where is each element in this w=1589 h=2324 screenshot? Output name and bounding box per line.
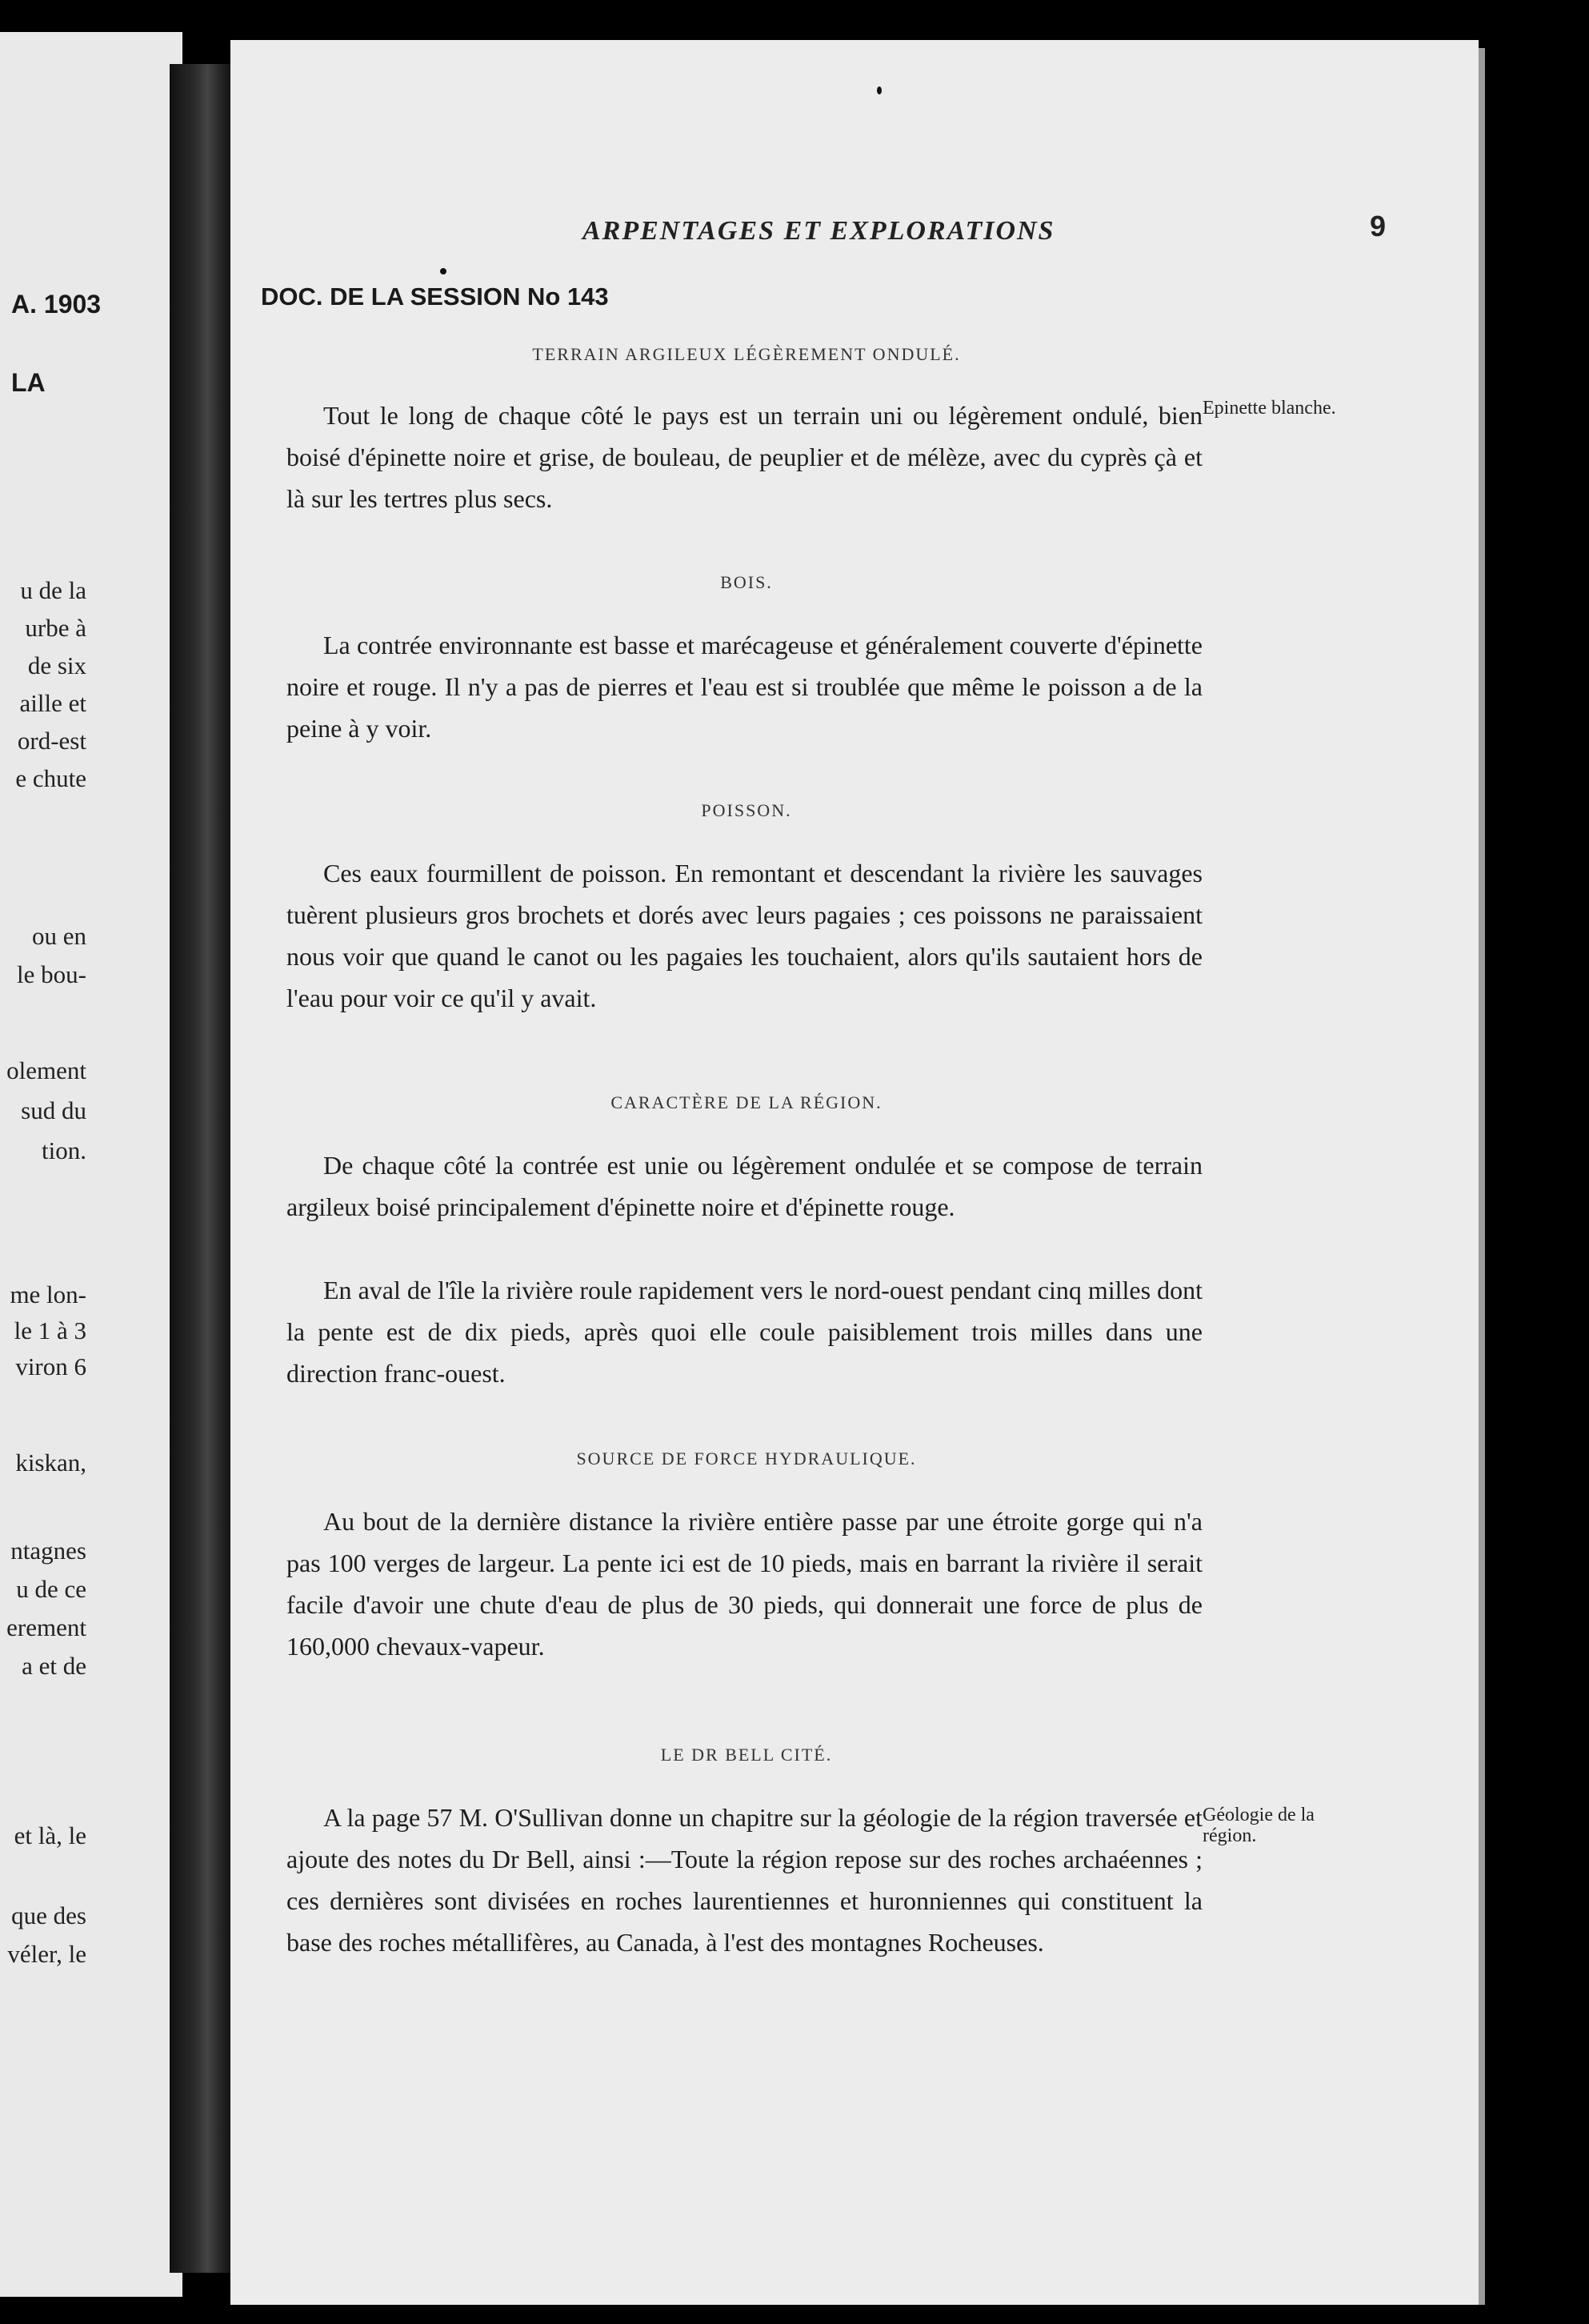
book-gutter xyxy=(170,64,238,2273)
left-page xyxy=(0,32,182,2297)
left-fragment: ord-est xyxy=(17,727,86,755)
left-fragment: ntagnes xyxy=(10,1537,86,1565)
left-page-title: LA xyxy=(11,368,46,397)
section-heading: BOIS. xyxy=(720,572,773,592)
paragraph: Au bout de la dernière distance la rivière entière passe par une étroite gorge qui n'a pas 100 verges de largeur. La pente ici est de 10 pieds, mais en barrant la rivière il serait facile d'avoir une chute d'eau de plus de 30 pieds, qui donnerait une force de plus de 160,000 chevaux-vapeur. xyxy=(286,1507,1203,1661)
left-fragment: urbe à xyxy=(25,614,86,642)
section-heading: CARACTÈRE DE LA RÉGION. xyxy=(610,1092,883,1112)
left-fragment: de six xyxy=(27,651,86,679)
left-fragment: kiskan, xyxy=(15,1448,86,1477)
section-heading: SOURCE DE FORCE HYDRAULIQUE. xyxy=(576,1448,917,1469)
left-fragment: le bou- xyxy=(17,960,86,988)
left-fragment: et là, le xyxy=(14,1821,86,1849)
page-number: 9 xyxy=(1370,210,1387,242)
left-fragment: u de la xyxy=(20,576,86,604)
margin-note: Epinette blanche. xyxy=(1203,398,1336,419)
left-fragment: viron 6 xyxy=(15,1352,86,1380)
paragraph: En aval de l'île la rivière roule rapidement vers le nord-ouest pendant cinq milles dont la pente est de dix pieds, après quoi elle coule paisiblement trois milles dans une direction franc-ouest. xyxy=(286,1276,1203,1388)
left-fragment: e chute xyxy=(15,764,86,792)
left-fragment: u de ce xyxy=(16,1575,86,1603)
ink-speck xyxy=(877,86,882,94)
left-fragment: me lon- xyxy=(10,1280,86,1308)
running-head: ARPENTAGES ET EXPLORATIONS xyxy=(582,216,1055,246)
section-heading: TERRAIN ARGILEUX LÉGÈREMENT ONDULÉ. xyxy=(532,344,961,364)
left-fragment: erement xyxy=(6,1613,86,1641)
section-heading: LE DR BELL CITÉ. xyxy=(660,1745,833,1765)
left-fragment: le 1 à 3 xyxy=(14,1316,86,1344)
paragraph: Ces eaux fourmillent de poisson. En remontant et descendant la rivière les sauvages tuèrent plusieurs gros brochets et dorés avec leurs pagaies ; ces poissons ne paraissaient nous voir que quand le canot ou les pagaies les touchaient, alors qu'ils sautaient hors de l'eau pour voir ce qu'il y avait. xyxy=(286,859,1203,1012)
ink-speck xyxy=(440,268,446,274)
doc-session-label: DOC. DE LA SESSION No 143 xyxy=(261,282,609,311)
left-fragment: sud du xyxy=(21,1096,86,1124)
paragraph: Tout le long de chaque côté le pays est un terrain uni ou légèrement ondulé, bien boisé d'épinette noire et grise, de bouleau, de peuplier et de mélèze, avec du cyprès çà et là sur les tertres plus secs. xyxy=(286,401,1203,513)
left-fragment: aille et xyxy=(19,689,86,717)
left-fragment: olement xyxy=(6,1056,86,1084)
right-page xyxy=(230,40,1479,2305)
section-heading: POISSON. xyxy=(701,800,792,820)
left-fragment: a et de xyxy=(22,1652,86,1680)
paragraph: A la page 57 M. O'Sullivan donne un chapitre sur la géologie de la région traversée et ajoute des notes du Dr Bell, ainsi :—Toute la région repose sur des roches archaéennes ; ces dernières sont divisées en roches laurentiennes et huronniennes qui constituent la base des roches métallifères, au Canada, à l'est des montagnes Rocheuses. xyxy=(286,1803,1203,1957)
left-fragment: véler, le xyxy=(7,1940,86,1968)
left-fragment: ou en xyxy=(31,922,86,950)
margin-note: Géologie de la région. xyxy=(1203,1805,1315,1846)
paragraph: De chaque côté la contrée est unie ou légèrement ondulée et se compose de terrain argileux boisé principalement d'épinette noire et d'épinette rouge. xyxy=(286,1151,1203,1221)
left-fragment: tion. xyxy=(42,1136,86,1164)
page-edge xyxy=(1479,48,1485,2305)
left-fragment: que des xyxy=(11,1901,86,1929)
left-page-header: A. 1903 xyxy=(11,290,102,319)
paragraph: La contrée environnante est basse et marécageuse et généralement couverte d'épinette noire et rouge. Il n'y a pas de pierres et l'eau est si troublée que même le poisson a de la peine à y voir. xyxy=(286,631,1203,743)
